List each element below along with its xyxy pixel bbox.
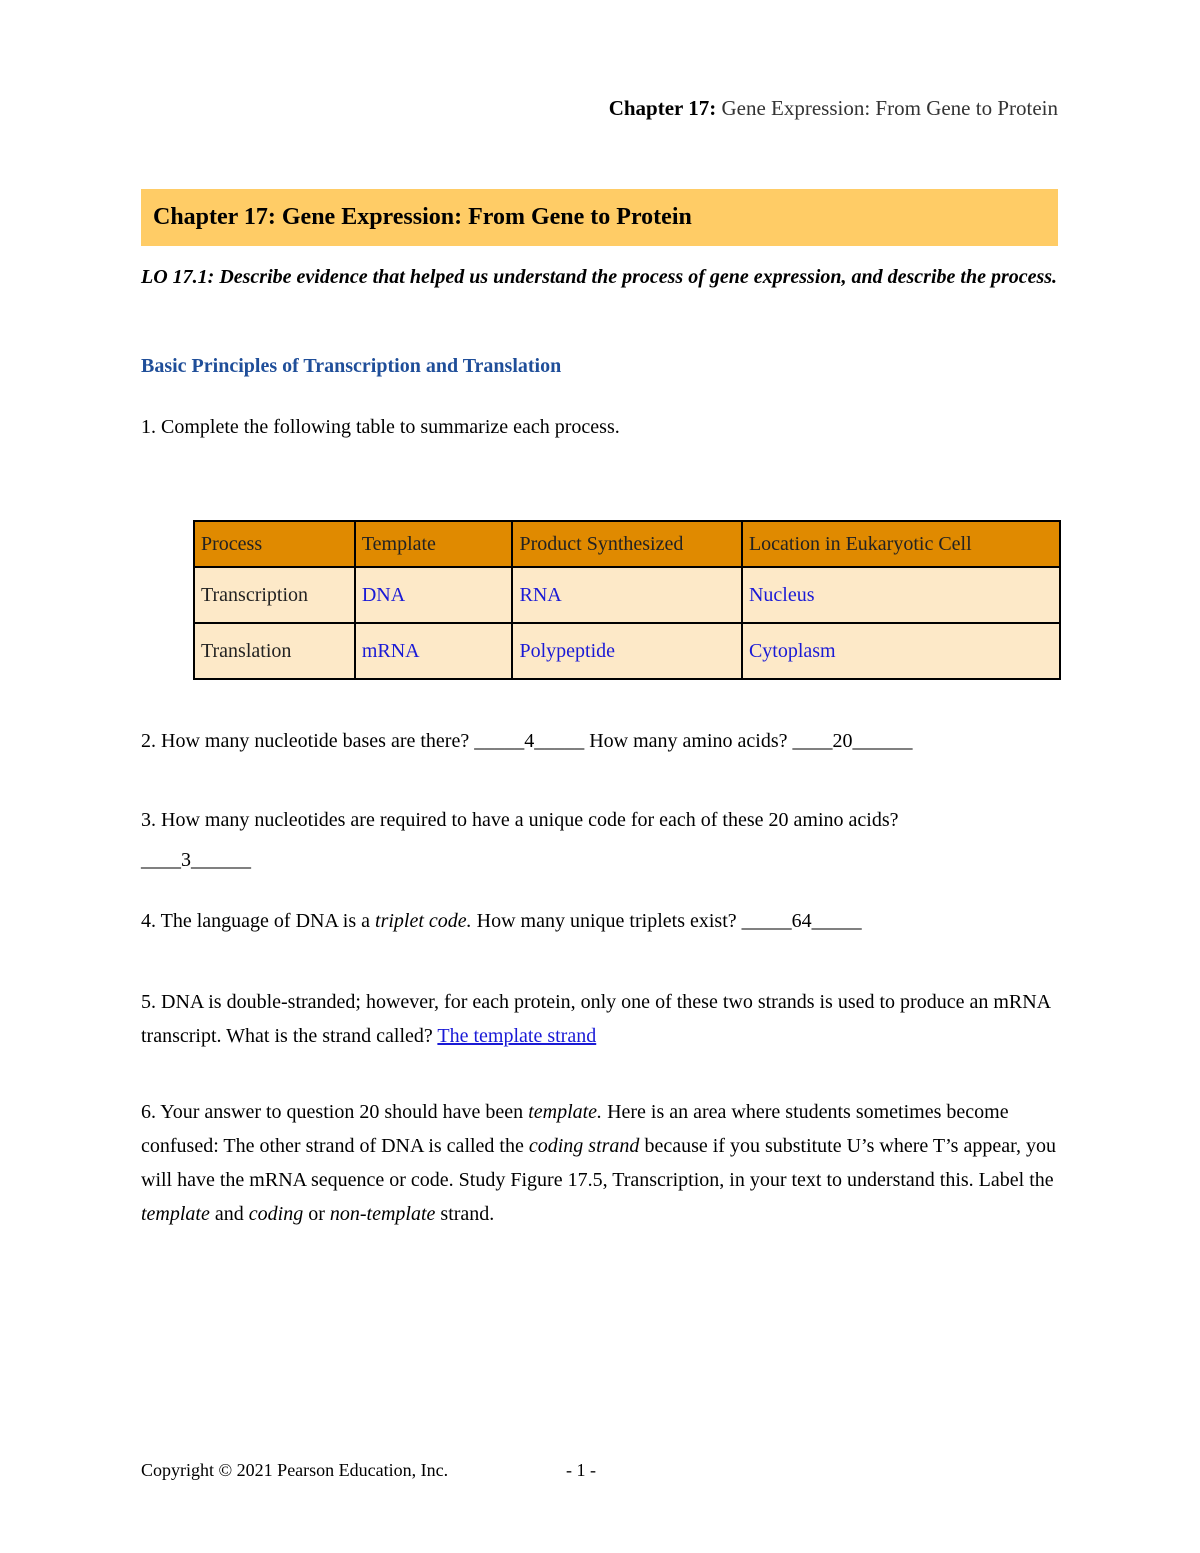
question-2 bbox=[141, 724, 1058, 758]
question-3-answer: ____3______ bbox=[141, 849, 251, 871]
learning-objective: LO 17.1: Describe evidence that helped us understand the process of gene expression, and describe the process. bbox=[141, 266, 1058, 288]
header-chapter-number: Chapter 17: bbox=[608, 96, 717, 120]
table-header-cell: Template bbox=[355, 521, 513, 567]
question-4-text-a: 4. The language of DNA is a bbox=[141, 910, 376, 932]
question-5-text: 5. DNA is double-stranded; however, for each protein, only one of these two strands is used to produce an mRNA transcript. What is the strand called? bbox=[141, 991, 1051, 1047]
footer-copyright: Copyright © 2021 Pearson Education, Inc. bbox=[141, 1460, 449, 1480]
table-header-cell: Process bbox=[194, 521, 355, 567]
question-6-emphasis: coding bbox=[248, 1203, 304, 1225]
question-5 bbox=[141, 985, 1058, 1053]
question-6 bbox=[141, 1095, 1058, 1231]
running-header bbox=[609, 96, 1058, 121]
question-6-text: and bbox=[209, 1203, 249, 1225]
table-row bbox=[194, 567, 1060, 623]
question-6-text: or bbox=[303, 1203, 330, 1225]
table-header-row bbox=[194, 521, 1060, 567]
table-cell-template: mRNA bbox=[355, 623, 513, 679]
table-row bbox=[194, 623, 1060, 679]
question-2-text-b: How many amino acids? bbox=[584, 730, 793, 752]
table-header-cell: Location in Eukaryotic Cell bbox=[742, 521, 1060, 567]
question-6-text: Here is an area where students sometimes become confused: The other strand of DNA is called the bbox=[141, 1101, 1009, 1157]
question-4-text-b: How many unique triplets exist? bbox=[471, 910, 742, 932]
question-2-answer-amino-acids: ____20______ bbox=[792, 730, 913, 752]
question-4-answer: _____64_____ bbox=[741, 910, 862, 932]
question-2-text-a: 2. How many nucleotide bases are there? bbox=[141, 730, 475, 752]
header-chapter-title: Gene Expression: From Gene to Protein bbox=[716, 96, 1058, 120]
table-cell-template: DNA bbox=[355, 567, 513, 623]
question-6-emphasis: template bbox=[141, 1203, 210, 1225]
question-5-answer: The template strand bbox=[437, 1025, 597, 1047]
question-6-text: strand. bbox=[435, 1203, 495, 1225]
question-6-emphasis: template. bbox=[528, 1101, 603, 1123]
table-cell-product: RNA bbox=[512, 567, 741, 623]
chapter-title: Chapter 17: Gene Expression: From Gene to Protein bbox=[153, 204, 692, 230]
question-3-text: 3. How many nucleotides are required to have a unique code for each of these 20 amino acids? bbox=[141, 809, 899, 831]
question-3 bbox=[141, 803, 1058, 877]
question-4-emphasis: triplet code. bbox=[375, 910, 472, 932]
question-6-text: 6. Your answer to question 20 should have been bbox=[141, 1101, 529, 1123]
table-cell-location: Cytoplasm bbox=[742, 623, 1060, 679]
process-summary-table bbox=[193, 520, 1061, 680]
table-cell-process: Translation bbox=[194, 623, 355, 679]
table-cell-process: Transcription bbox=[194, 567, 355, 623]
table-cell-location: Nucleus bbox=[742, 567, 1060, 623]
chapter-title-banner bbox=[141, 189, 1058, 246]
table-header-cell: Product Synthesized bbox=[512, 521, 741, 567]
question-6-emphasis: coding strand bbox=[528, 1135, 640, 1157]
question-1: 1. Complete the following table to summarize each process. bbox=[141, 416, 620, 438]
section-heading: Basic Principles of Transcription and Translation bbox=[141, 355, 562, 377]
question-4 bbox=[141, 904, 1058, 938]
footer-page-number: - 1 - bbox=[566, 1460, 596, 1480]
table-cell-product: Polypeptide bbox=[512, 623, 741, 679]
question-6-text: because if you substitute U’s where T’s appear, you will have the mRNA sequence or code. Study Figure 17.5, Transcription, in your text to understand this. Label the bbox=[141, 1135, 1056, 1191]
question-2-answer-bases: _____4_____ bbox=[474, 730, 585, 752]
question-6-emphasis: non-template bbox=[329, 1203, 436, 1225]
